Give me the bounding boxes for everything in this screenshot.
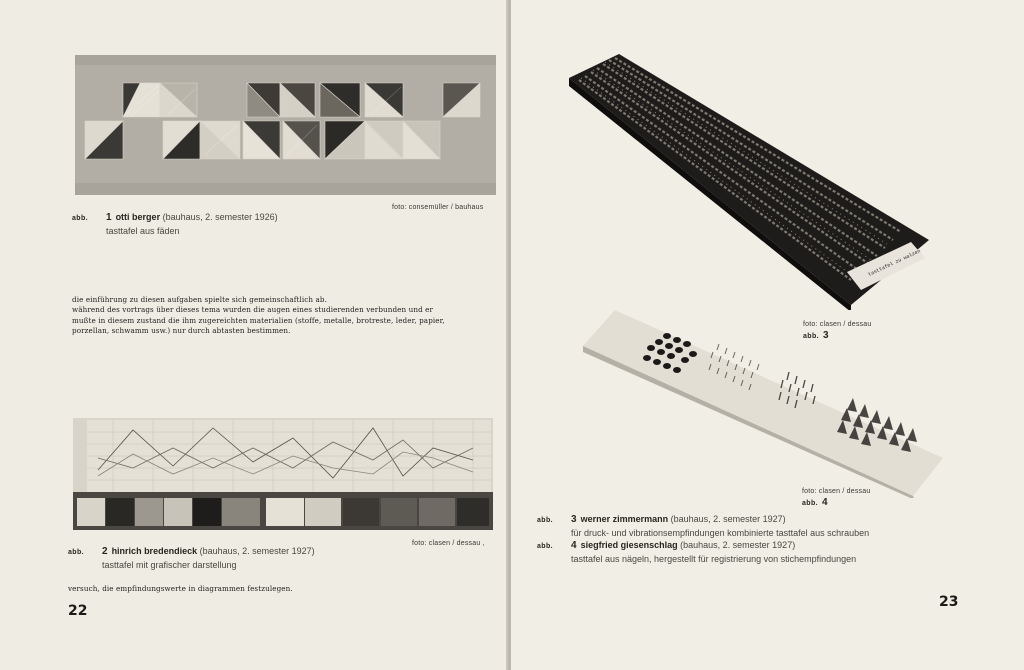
figure-4-number: 4 (822, 497, 828, 508)
caption-3-meta: (bauhaus, 2. semester 1927) (670, 514, 786, 524)
page-number-left: 22 (68, 603, 88, 619)
figure-3-number: 3 (823, 330, 829, 341)
left-page (0, 0, 509, 670)
figure-1-photo (75, 55, 496, 195)
caption-block (537, 513, 1007, 565)
figure-2-meta: (bauhaus, 2. semester 1927) (199, 546, 315, 556)
figure-3-abb-label: abb. (803, 333, 819, 340)
caption-4-author: siegfried giesenschlag (580, 540, 678, 550)
figure-3-photo (551, 50, 941, 310)
figure-3-screw-board (551, 50, 941, 310)
figure-4-credit: foto: clasen / dessau (802, 488, 871, 495)
figure-2-photo (73, 418, 493, 530)
figure-2-caption (68, 545, 468, 571)
figure-2-description: tasttafel mit grafischer darstellung (102, 560, 237, 570)
right-page (511, 0, 1024, 670)
body-line: porzellan, schwamm usw.) nur durch abtasten bestimmen. (72, 326, 291, 336)
figure-2-author: hinrich bredendieck (111, 546, 198, 556)
page-number-right: 23 (939, 594, 959, 610)
caption-4-meta: (bauhaus, 2. semester 1927) (680, 540, 796, 550)
caption-4 (537, 539, 1007, 553)
figure-1-credit: foto: consemüller / bauhaus (392, 204, 484, 211)
figure-3-credit: foto: clasen / dessau (803, 321, 872, 328)
figure-1-textile (75, 55, 496, 195)
caption-4-description: tasttafel aus nägeln, hergestellt für registrierung von stichempfindungen (571, 554, 857, 564)
caption-4-number: 4 (571, 540, 577, 551)
figure-1-caption (72, 211, 472, 237)
figure-2-diagram (73, 418, 493, 530)
caption-3-author: werner zimmermann (580, 514, 669, 524)
figure-4-photo (581, 308, 951, 498)
caption-3 (537, 513, 1007, 527)
caption-3-description: für druck- und vibrationsempfindungen kombinierte tasttafel aus schrauben (571, 528, 870, 538)
figure-2-abb-label: abb. (68, 549, 84, 556)
body-line: die einführung zu diesen aufgaben spielte sich gemeinschaftlich ab. (72, 295, 327, 304)
figure-1-description: tasttafel aus fäden (106, 226, 180, 236)
figure-4-abb-label: abb. (802, 500, 818, 507)
figure-4-nail-board (581, 308, 951, 498)
figure-1-abb-label: abb. (72, 215, 88, 222)
caption-3-number: 3 (571, 514, 577, 525)
closing-text: versuch, die empfindungswerte in diagrammen festzulegen. (68, 584, 293, 593)
figure-1-number: 1 (106, 212, 112, 223)
figure-1-author: otti berger (115, 212, 161, 222)
figure-2-credit: foto: clasen / dessau , (412, 540, 485, 547)
figure-4-label (802, 496, 832, 510)
caption-4-abb-label: abb. (537, 543, 553, 550)
figure-2-number: 2 (102, 546, 108, 557)
body-line: mußte in diesem zustand die ihm zugereichten materialien (stoffe, metalle, brotreste, leder, papier, (72, 315, 445, 325)
figure-3-plaque: tasttafel zu walzen (867, 248, 922, 278)
figure-1-meta: (bauhaus, 2. semester 1926) (162, 212, 278, 222)
body-paragraph (72, 295, 502, 337)
body-line: während des vortrags über dieses tema wurden die augen eines studierenden verbunden und er (72, 305, 434, 315)
caption-3-abb-label: abb. (537, 517, 553, 524)
